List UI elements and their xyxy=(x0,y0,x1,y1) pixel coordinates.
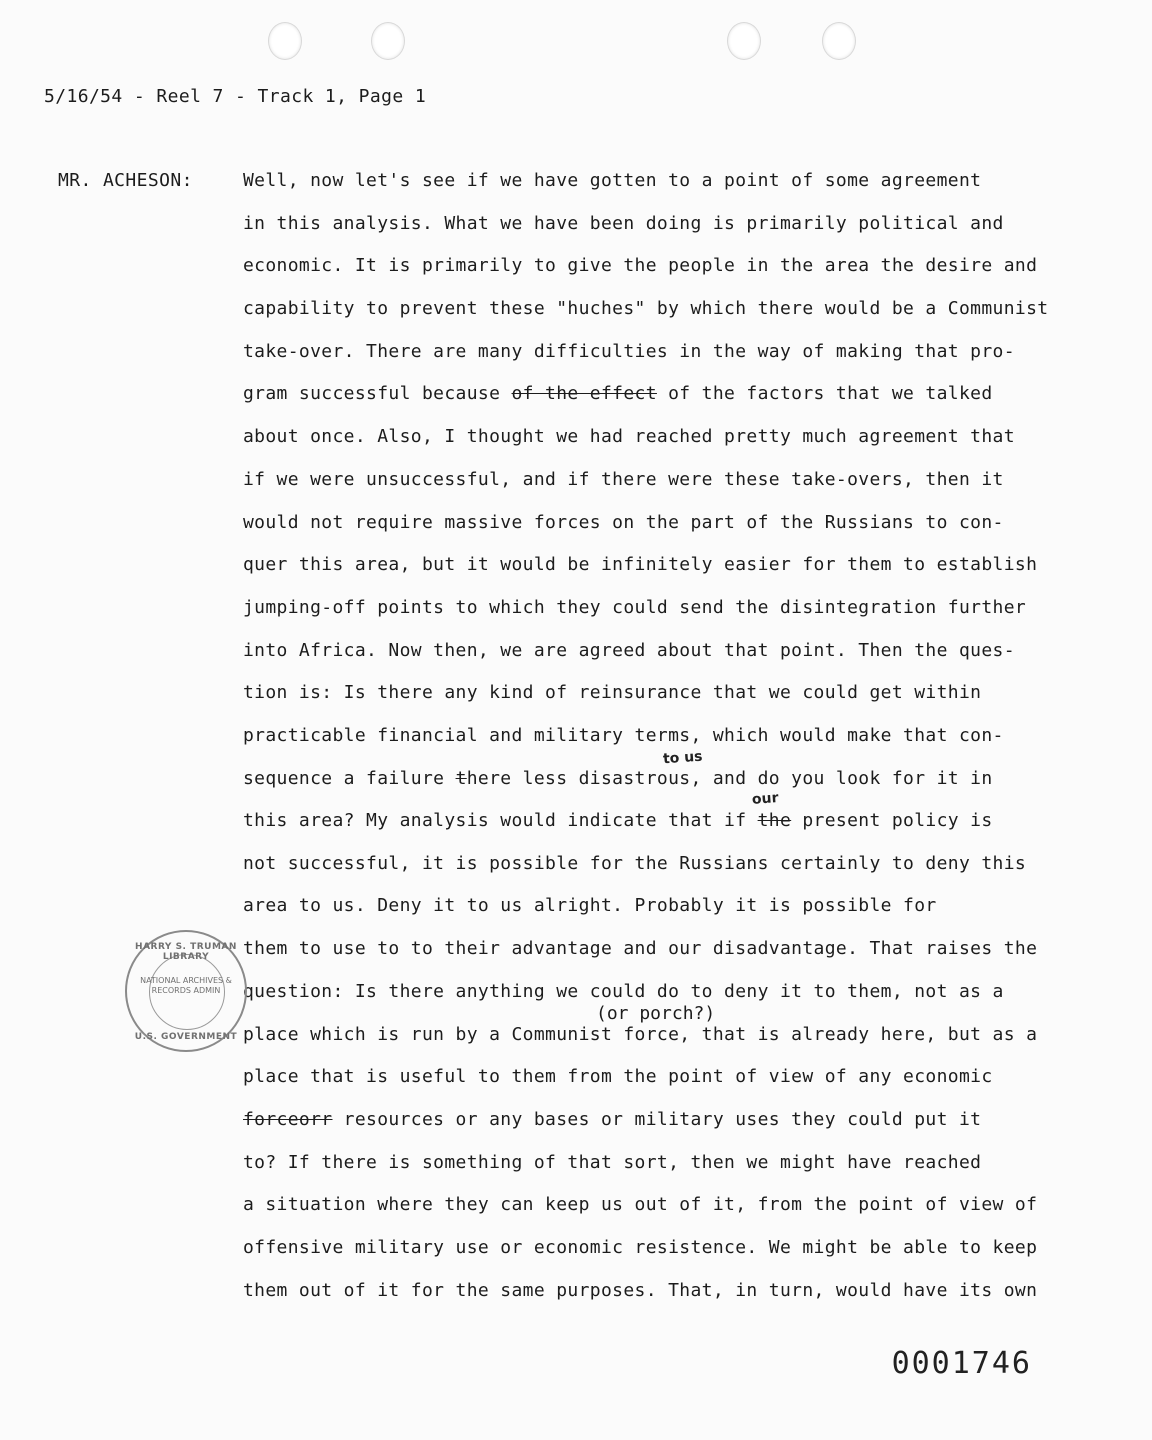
text-line: would not require massive forces on the part of the Russians to con- xyxy=(243,512,1004,533)
text-segment: of the factors that we talked xyxy=(656,383,993,404)
text-line: them to use to to their advantage and our disadvantage. That raises the xyxy=(243,938,1038,959)
document-number: 0001746 xyxy=(891,1346,1032,1381)
text-segment: resources or any bases or military uses they could put it xyxy=(332,1109,982,1130)
speaker-label: MR. ACHESON: xyxy=(58,170,193,191)
text-line: place which is run by a Communist force, that is already here, but as a xyxy=(243,1024,1038,1045)
text-line: economic. It is primarily to give the people in the area the desire and xyxy=(243,255,1038,276)
handwritten-insert: our xyxy=(751,790,780,808)
text-line: into Africa. Now then, we are agreed about that point. Then the ques- xyxy=(243,640,1015,661)
punch-hole xyxy=(822,22,856,60)
text-segment: gram successful because xyxy=(243,383,512,404)
transcript-header: 5/16/54 - Reel 7 - Track 1, Page 1 xyxy=(44,86,427,107)
text-line: offensive military use or economic resistence. We might be able to keep xyxy=(243,1237,1038,1258)
text-line: take-over. There are many difficulties in the way of making that pro- xyxy=(243,341,1015,362)
text-line: about once. Also, I thought we had reached pretty much agreement that xyxy=(243,426,1015,447)
punch-hole xyxy=(727,22,761,60)
interlinear-note: (or porch?) xyxy=(596,1003,716,1024)
text-line: practicable financial and military terms, which would make that con- xyxy=(243,725,1004,746)
struck-text: the xyxy=(757,810,792,831)
struck-text: t xyxy=(455,768,467,789)
handwritten-insert: to us xyxy=(662,748,703,768)
text-line: capability to prevent these "huches" by which there would be a Communist xyxy=(243,298,1049,319)
punch-hole xyxy=(371,22,405,60)
text-line xyxy=(243,1109,981,1130)
struck-text: forceorr xyxy=(243,1109,333,1130)
text-line: jumping-off points to which they could send the disintegration further xyxy=(243,597,1027,618)
text-line: if we were unsuccessful, and if there were these take-overs, then it xyxy=(243,469,1004,490)
text-line xyxy=(243,768,993,789)
text-line: tion is: Is there any kind of reinsurance that we could get within xyxy=(243,682,982,703)
text-line: Well, now let's see if we have gotten to a point of some agreement xyxy=(243,170,982,191)
text-line: area to us. Deny it to us alright. Probably it is possible for xyxy=(243,895,937,916)
text-segment: sequence a failure xyxy=(243,768,456,789)
text-line: to? If there is something of that sort, then we might have reached xyxy=(243,1152,982,1173)
archive-stamp xyxy=(125,930,247,1052)
text-segment: here less disastrous, and do you look for it in xyxy=(466,768,993,789)
text-line: place that is useful to them from the point of view of any economic xyxy=(243,1066,993,1087)
text-line xyxy=(243,810,993,831)
punch-hole xyxy=(268,22,302,60)
stamp-center-text: NATIONAL ARCHIVES & RECORDS ADMIN xyxy=(140,976,232,995)
stamp-top-text: HARRY S. TRUMAN LIBRARY xyxy=(135,942,237,962)
text-line: in this analysis. What we have been doing is primarily political and xyxy=(243,213,1004,234)
text-line: a situation where they can keep us out of it, from the point of view of xyxy=(243,1194,1038,1215)
text-line: question: Is there anything we could do to deny it to them, not as a xyxy=(243,981,1004,1002)
struck-text: of the effect xyxy=(511,383,657,404)
stamp-bottom-text: U.S. GOVERNMENT xyxy=(134,1032,238,1042)
text-line: not successful, it is possible for the Russians certainly to deny this xyxy=(243,853,1027,874)
text-segment: present policy is xyxy=(791,810,993,831)
text-line: quer this area, but it would be infinitely easier for them to establish xyxy=(243,554,1038,575)
text-line: them out of it for the same purposes. That, in turn, would have its own xyxy=(243,1280,1038,1301)
text-segment: this area? My analysis would indicate that if xyxy=(243,810,758,831)
text-line xyxy=(243,383,993,404)
